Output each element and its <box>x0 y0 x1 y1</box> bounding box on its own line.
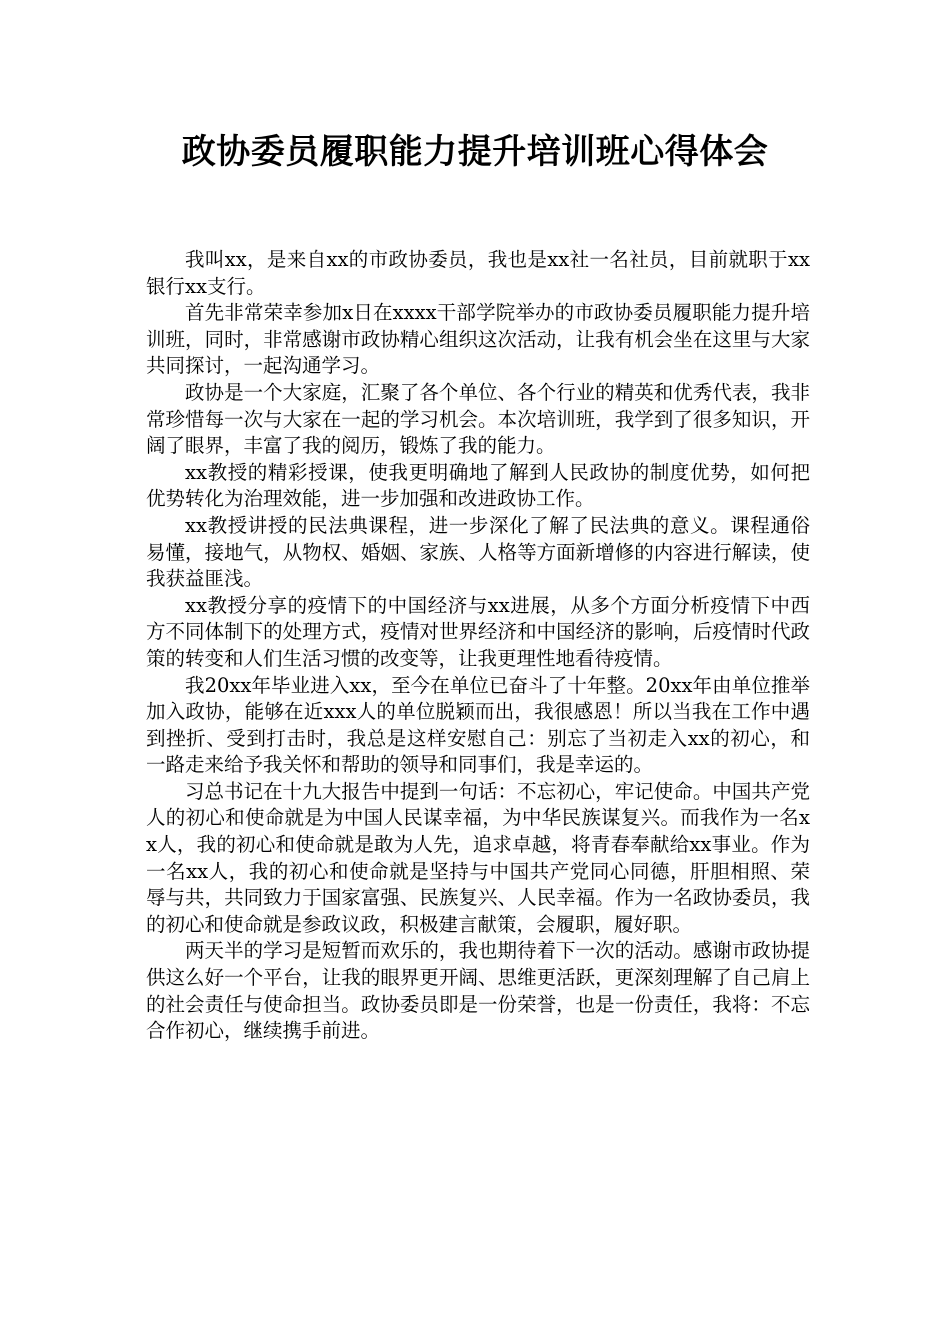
document-body <box>146 247 810 1045</box>
paragraph-intro: 我叫xx，是来自xx的市政协委员，我也是xx社一名社员，目前就职于xx银行xx支行。 <box>146 248 810 298</box>
paragraph-career: 我20xx年毕业进入xx，至今在单位已奋斗了十年整。20xx年由单位推举加入政协，能够在近xxx人的单位脱颖而出，我很感恩！所以当我在工作中遇到挫折、受到打击时，我总是这样安慰自己：别忘了当初走入xx的初心，和一路走来给予我关怀和帮助的领导和同事们，我是幸运的。 <box>146 673 810 777</box>
paragraph-conclusion: 两天半的学习是短暂而欢乐的，我也期待着下一次的活动。感谢市政协提供这么好一个平台，让我的眼界更开阔、思维更活跃，更深刻理解了自己肩上的社会责任与使命担当。政协委员即是一份荣誉，也是一份责任，我将：不忘合作初心，继续携手前进。 <box>146 939 810 1043</box>
paragraph-training: 首先非常荣幸参加x日在xxxx干部学院举办的市政协委员履职能力提升培训班，同时，非常感谢市政协精心组织这次活动，让我有机会坐在这里与大家共同探讨，一起沟通学习。 <box>146 301 810 378</box>
paragraph-lecture-economy: xx教授分享的疫情下的中国经济与xx进展，从多个方面分析疫情下中西方不同体制下的处理方式，疫情对世界经济和中国经济的影响，后疫情时代政策的转变和人们生活习惯的改变等，让我更理性地看待疫情。 <box>146 593 810 670</box>
paragraph-lecture-civil-code: xx教授讲授的民法典课程，进一步深化了解了民法典的意义。课程通俗易懂，接地气，从物权、婚姻、家族、人格等方面新增修的内容进行解读，使我获益匪浅。 <box>146 513 810 591</box>
paragraph-lecture-system: xx教授的精彩授课，使我更明确地了解到人民政协的制度优势，如何把优势转化为治理效能，进一步加强和改进政协工作。 <box>146 460 810 511</box>
paragraph-family: 政协是一个大家庭，汇聚了各个单位、各个行业的精英和优秀代表，我非常珍惜每一次与大家在一起的学习机会。本次培训班，我学到了很多知识，开阔了眼界，丰富了我的阅历，锻炼了我的能力。 <box>146 380 810 458</box>
document-title: 政协委员履职能力提升培训班心得体会 <box>181 132 769 172</box>
paragraph-mission: 习总书记在十九大报告中提到一句话：不忘初心，牢记使命。中国共产党人的初心和使命就是为中国人民谋幸福，为中华民族谋复兴。而我作为一名xx人，我的初心和使命就是敢为人先，追求卓越，将青春奉献给xx事业。作为一名xx人，我的初心和使命就是坚持与中国共产党同心同德，肝胆相照、荣辱与共，共同致力于国家富强、民族复兴、人民幸福。作为一名政协委员，我的初心和使命就是参政议政，积极建言献策，会履职，履好职。 <box>146 779 810 936</box>
